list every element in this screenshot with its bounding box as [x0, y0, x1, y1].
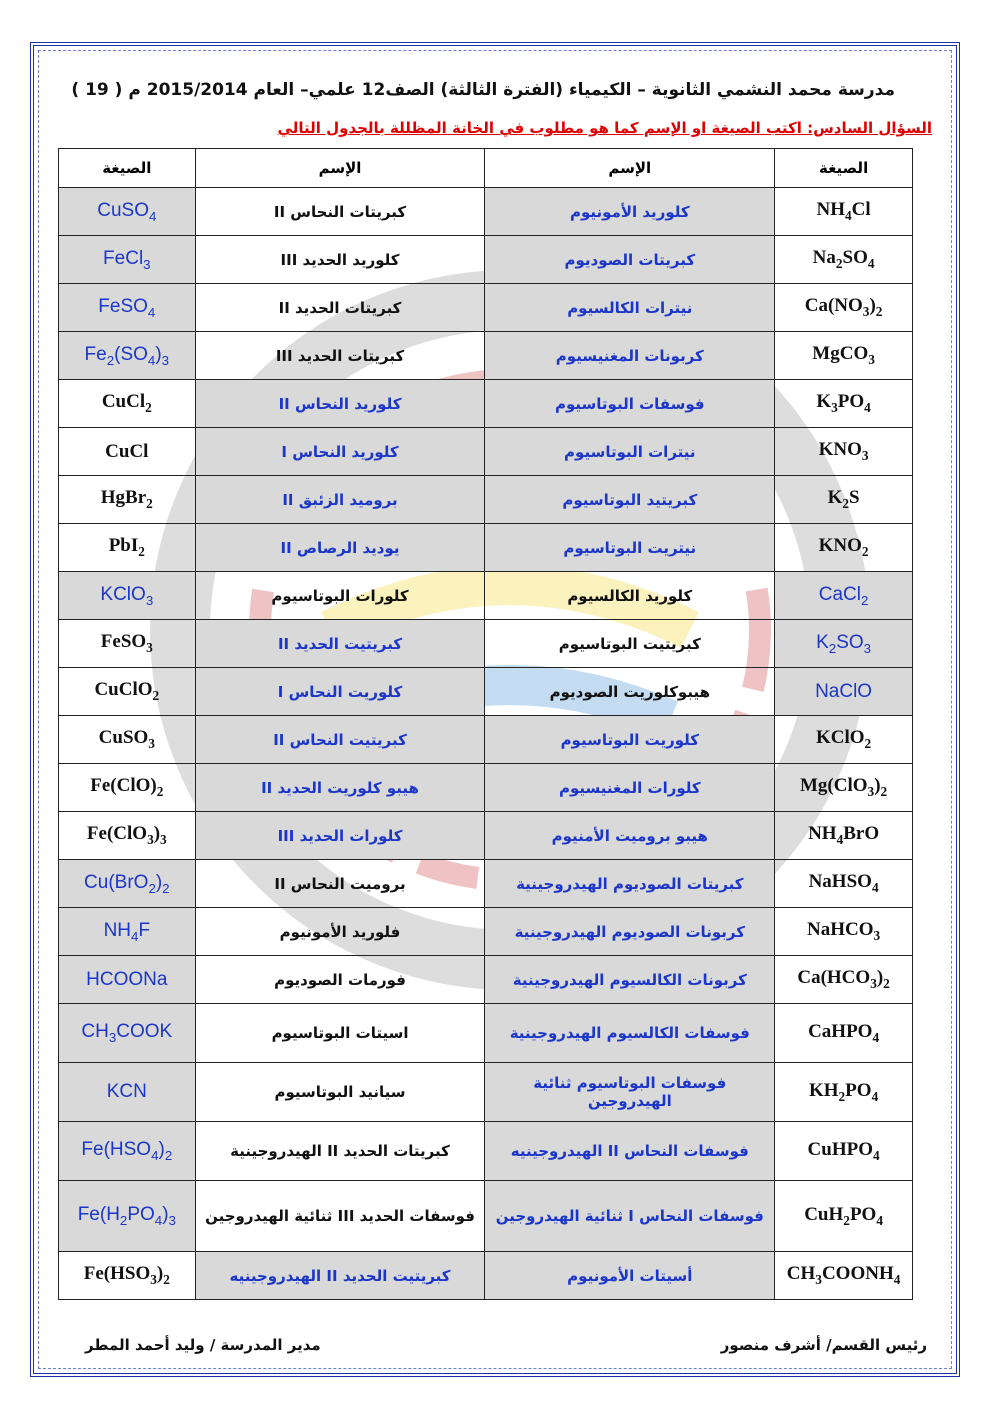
cell-formula-right: $Ca(NO_3)_2$	[775, 284, 913, 332]
cell-formula-left: CuCl	[59, 428, 196, 476]
cell-name-left: كلوريد النحاس II	[195, 380, 485, 428]
cell-formula-right: $NH_4BrO$	[775, 812, 913, 860]
table-row	[59, 428, 913, 476]
cell-name-left: هيبو كلوريت الحديد II	[195, 764, 485, 812]
cell-name-right: كلوريت البوتاسيوم	[485, 716, 775, 764]
cell-name-right: نيتريت البوتاسيوم	[485, 524, 775, 572]
cell-formula-right: CuHPO$_4$	[775, 1122, 913, 1181]
cell-name-right: كبريتيت البوتاسيوم	[485, 620, 775, 668]
cell-name-left: بروميد الزئبق II	[195, 476, 485, 524]
table-row	[59, 236, 913, 284]
cell-formula-right: $NH_4Cl$	[775, 188, 913, 236]
table-row	[59, 716, 913, 764]
cell-formula-left: $Fe(ClO_3)_3$	[59, 812, 196, 860]
cell-formula-left: $Fe(ClO)_2$	[59, 764, 196, 812]
table-row	[59, 860, 913, 908]
cell-name-right: كبريتات الصوديوم	[485, 236, 775, 284]
table-row	[59, 1252, 913, 1300]
table-row	[59, 380, 913, 428]
cell-name-left: فلوريد الأمونيوم	[195, 908, 485, 956]
cell-formula-right: $CuH_2PO_4$	[775, 1181, 913, 1252]
cell-name-right: كلوريد الكالسيوم	[485, 572, 775, 620]
cell-name-left: كلوريد الحديد III	[195, 236, 485, 284]
cell-name-right: كربونات الصوديوم الهيدروجينية	[485, 908, 775, 956]
cell-name-left: كبريتات النحاس II	[195, 188, 485, 236]
page-title: مدرسة محمد النشمي الثانوية – الكيمياء (الفترة الثالثة) الصف12 علمي– العام 2015/2014 م ( 19 )	[71, 80, 895, 100]
cell-name-right: فوسفات النحاس II الهيدروجينيه	[485, 1122, 775, 1181]
cell-formula-left: KClO$_3$	[59, 572, 196, 620]
table-row	[59, 956, 913, 1004]
cell-name-left: فوسفات الحديد III ثنائية الهيدروجين	[195, 1181, 485, 1252]
cell-formula-right: $KH_2PO_4$	[775, 1063, 913, 1122]
cell-formula-right: $Mg(ClO_3)_2$	[775, 764, 913, 812]
chemistry-table	[58, 148, 913, 1300]
cell-name-right: فوسفات البوتاسيوم ثنائية الهيدروجين	[485, 1063, 775, 1122]
cell-name-right: هيبو بروميت الأمنيوم	[485, 812, 775, 860]
cell-formula-right: MgCO$_3$	[775, 332, 913, 380]
cell-formula-right: $CH_3COONH_4$	[775, 1252, 913, 1300]
cell-formula-left: FeSO$_4$	[59, 284, 196, 332]
cell-formula-left: $Fe(H_2PO_4)_3$	[59, 1181, 196, 1252]
cell-formula-left: CuClO$_2$	[59, 668, 196, 716]
cell-formula-right: $Ca(HCO_3)_2$	[775, 956, 913, 1004]
cell-name-left: كلورات البوتاسيوم	[195, 572, 485, 620]
cell-formula-right: $KNO_2$	[775, 524, 913, 572]
cell-name-left: بروميت النحاس II	[195, 860, 485, 908]
cell-formula-left: $CH_3COOK$	[59, 1004, 196, 1063]
cell-formula-right: $KNO_3$	[775, 428, 913, 476]
cell-formula-left: $Cu(BrO_2)_2$	[59, 860, 196, 908]
cell-name-left: سيانيد البوتاسيوم	[195, 1063, 485, 1122]
table-row	[59, 764, 913, 812]
cell-name-right: كلوريد الأمونيوم	[485, 188, 775, 236]
table-row	[59, 332, 913, 380]
cell-formula-left: CuCl$_2$	[59, 380, 196, 428]
cell-name-left: كبريتيت الحديد II	[195, 620, 485, 668]
cell-formula-left: $Fe(HSO_4)_2$	[59, 1122, 196, 1181]
cell-name-right: كربونات المغنيسيوم	[485, 332, 775, 380]
cell-formula-left: CuSO$_4$	[59, 188, 196, 236]
table-row	[59, 524, 913, 572]
table-row	[59, 812, 913, 860]
table-row	[59, 1122, 913, 1181]
cell-formula-left: CuSO$_3$	[59, 716, 196, 764]
table-row	[59, 572, 913, 620]
cell-name-left: كلوريت النحاس I	[195, 668, 485, 716]
cell-name-left: كبريتات الحديد II الهيدروجينية	[195, 1122, 485, 1181]
header-name-right: الإسم	[485, 149, 775, 188]
cell-name-left: اسيتات البوتاسيوم	[195, 1004, 485, 1063]
cell-name-right: كبريتات الصوديوم الهيدروجينية	[485, 860, 775, 908]
cell-formula-left: $NH_4F$	[59, 908, 196, 956]
cell-name-left: كبريتات الحديد II	[195, 284, 485, 332]
cell-formula-left: FeCl$_3$	[59, 236, 196, 284]
cell-name-right: كربونات الكالسيوم الهيدروجينية	[485, 956, 775, 1004]
cell-formula-right: NaClO	[775, 668, 913, 716]
cell-formula-right: $Na_2SO_4$	[775, 236, 913, 284]
cell-name-left: فورمات الصوديوم	[195, 956, 485, 1004]
cell-formula-right: KClO$_2$	[775, 716, 913, 764]
cell-name-left: كبريتيت النحاس II	[195, 716, 485, 764]
table-row	[59, 620, 913, 668]
cell-formula-right: $K_2S$	[775, 476, 913, 524]
header-name-left: الإسم	[195, 149, 485, 188]
table-row	[59, 476, 913, 524]
cell-formula-left: $Fe(HSO_3)_2$	[59, 1252, 196, 1300]
cell-formula-right: NaHCO$_3$	[775, 908, 913, 956]
table-row	[59, 1004, 913, 1063]
cell-name-right: هيبوكلوريت الصوديوم	[485, 668, 775, 716]
cell-name-right: نيترات الكالسيوم	[485, 284, 775, 332]
table-row	[59, 908, 913, 956]
cell-formula-left: PbI$_2$	[59, 524, 196, 572]
cell-name-right: كلورات المغنيسيوم	[485, 764, 775, 812]
table-row	[59, 1063, 913, 1122]
cell-name-left: كبريتيت الحديد II الهيدروجينيه	[195, 1252, 485, 1300]
table-row	[59, 1181, 913, 1252]
header-formula-right: الصيغة	[775, 149, 913, 188]
cell-name-left: يوديد الرصاص II	[195, 524, 485, 572]
cell-name-right: فوسفات الكالسيوم الهيدروجينية	[485, 1004, 775, 1063]
cell-formula-left: KCN	[59, 1063, 196, 1122]
cell-formula-right: CaHPO$_4$	[775, 1004, 913, 1063]
table-row	[59, 668, 913, 716]
header-formula-left: الصيغة	[59, 149, 196, 188]
table-row	[59, 188, 913, 236]
cell-name-right: أسيتات الأمونيوم	[485, 1252, 775, 1300]
cell-formula-left: HCOONa	[59, 956, 196, 1004]
cell-formula-left: FeSO$_3$	[59, 620, 196, 668]
cell-name-left: كلوريد النحاس I	[195, 428, 485, 476]
cell-name-right: فوسفات النحاس I ثنائية الهيدروجين	[485, 1181, 775, 1252]
cell-name-left: كبريتات الحديد III	[195, 332, 485, 380]
cell-formula-right: CaCl$_2$	[775, 572, 913, 620]
cell-formula-right: NaHSO$_4$	[775, 860, 913, 908]
cell-name-left: كلورات الحديد III	[195, 812, 485, 860]
cell-formula-left: HgBr$_2$	[59, 476, 196, 524]
cell-name-right: نيترات البوتاسيوم	[485, 428, 775, 476]
table-row	[59, 284, 913, 332]
school-principal: مدير المدرسة / وليد أحمد المطر	[85, 1336, 321, 1354]
question-text: السؤال السادس: اكتب الصيغة او الإسم كما هو مطلوب في الخانة المظللة بالجدول التالي	[277, 119, 932, 137]
cell-name-right: كبريتيد البوتاسيوم	[485, 476, 775, 524]
cell-name-right: فوسفات البوتاسيوم	[485, 380, 775, 428]
cell-formula-right: $K_3PO_4$	[775, 380, 913, 428]
cell-formula-left: $Fe_2(SO_4)_3$	[59, 332, 196, 380]
cell-formula-right: $K_2SO_3$	[775, 620, 913, 668]
department-head: رئيس القسم/ أشرف منصور	[720, 1336, 927, 1354]
